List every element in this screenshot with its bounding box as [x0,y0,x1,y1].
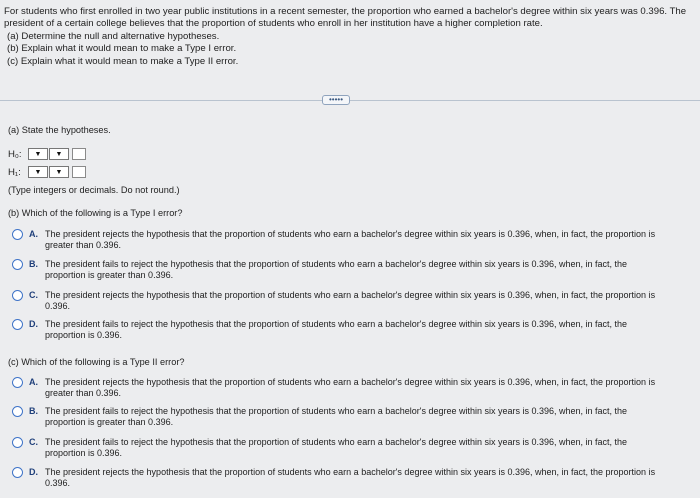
option-text: The president fails to reject the hypothesis that the proportion of students who earn a bachelor's degree within six years is 0.396, when, in fact, the proportion is greater than 0.396. [45,406,628,427]
option-text: The president fails to reject the hypothesis that the proportion of students who earn a bachelor's degree within six years is 0.396, when, in fact, the proportion is 0.396. [45,319,628,340]
part-a-question: (a) State the hypotheses. [8,125,111,135]
h0-value-input[interactable] [72,148,86,160]
h1-parameter-dropdown[interactable] [28,166,48,178]
h0-parameter-dropdown[interactable] [28,148,48,160]
option-text: The president rejects the hypothesis that the proportion of students who earn a bachelor's degree within six years is 0.396, when, in fact, the proportion is 0.396. [45,290,656,311]
radio-button[interactable] [12,437,23,448]
option-text: The president fails to reject the hypothesis that the proportion of students who earn a bachelor's degree within six years is 0.396, when, in fact, the proportion is 0.396. [45,437,628,458]
problem-intro: For students who first enrolled in two year public institutions in a recent semester, the proportion who earned a bachelor's degree within six years was 0.396. The president of a certain college believes that the proportion of students who enroll in her institution have a higher completion rate. [4,6,687,30]
task-c: (c) Explain what it would mean to make a Type II error. [7,55,239,67]
radio-button[interactable] [12,259,23,270]
chevron-down-icon: ▼ [34,168,42,176]
option-letter: C. [29,437,38,447]
option-letter: B. [29,259,38,269]
chevron-down-icon: ▼ [55,168,63,176]
radio-button[interactable] [12,290,23,301]
radio-button[interactable] [12,229,23,240]
h0-operator-dropdown[interactable] [49,148,69,160]
h1-operator-dropdown[interactable] [49,166,69,178]
h1-label: H₁: [8,166,21,178]
option-letter: D. [29,467,38,477]
part-c-question: (c) Which of the following is a Type II error? [8,357,185,367]
radio-button[interactable] [12,467,23,478]
null-hypothesis-row [8,148,86,160]
option-letter: D. [29,319,38,329]
option-letter: A. [29,377,38,387]
expand-more-button[interactable]: ••••• [322,95,350,105]
radio-button[interactable] [12,319,23,330]
task-b: (b) Explain what it would mean to make a Type I error. [7,43,237,55]
alternative-hypothesis-row [8,166,86,178]
radio-button[interactable] [12,406,23,417]
option-letter: A. [29,229,38,239]
chevron-down-icon: ▼ [55,150,63,158]
section-divider [0,100,700,101]
task-a: (a) Determine the null and alternative hypotheses. [7,30,220,42]
h1-value-input[interactable] [72,166,86,178]
option-text: The president rejects the hypothesis that the proportion of students who earn a bachelor's degree within six years is 0.396, when, in fact, the proportion is greater than 0.396. [45,377,656,398]
option-letter: C. [29,290,38,300]
option-letter: B. [29,406,38,416]
h0-label: H₀: [8,148,22,160]
part-b-question: (b) Which of the following is a Type I error? [8,208,183,218]
radio-button[interactable] [12,377,23,388]
option-text: The president fails to reject the hypothesis that the proportion of students who earn a bachelor's degree within six years is 0.396, when, in fact, the proportion is greater than 0.396. [45,259,628,280]
option-text: The president rejects the hypothesis that the proportion of students who earn a bachelor's degree within six years is 0.396, when, in fact, the proportion is 0.396. [45,467,656,488]
problem-statement [4,6,694,68]
option-text: The president rejects the hypothesis that the proportion of students who earn a bachelor's degree within six years is 0.396, when, in fact, the proportion is greater than 0.396. [45,229,656,250]
input-hint: (Type integers or decimals. Do not round.) [8,185,180,195]
chevron-down-icon: ▼ [34,150,42,158]
